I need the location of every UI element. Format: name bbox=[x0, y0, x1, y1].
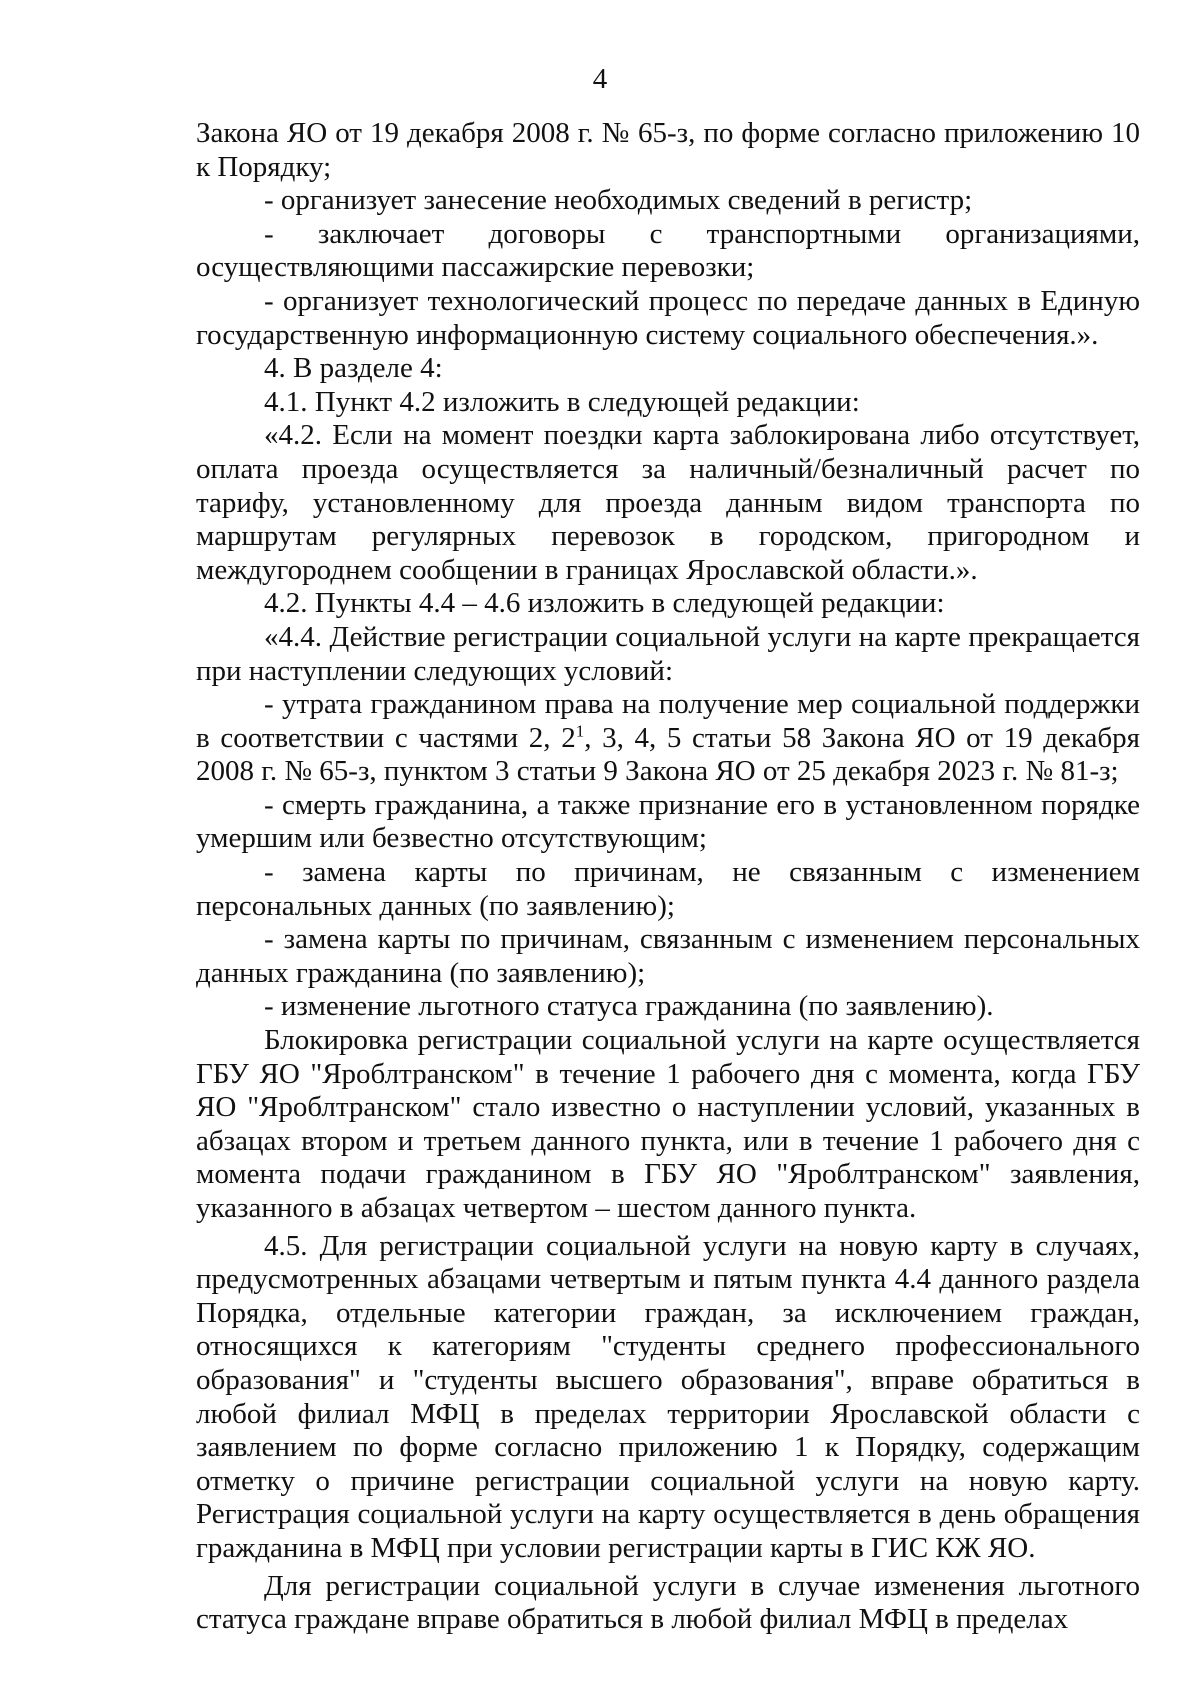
paragraph-list-item: - заключает договоры с транспортными организациями, осуществляющими пассажирские перевозки; bbox=[196, 217, 1140, 284]
text-segment: , 3, 4, 5 статьи 58 Закона ЯО от 19 декабря 2008 г. № 65-з, пунктом 3 статьи 9 Закона ЯО от 25 декабря 2023 г. № 81-з; bbox=[196, 721, 1140, 788]
paragraph-quoted-clause: «4.2. Если на момент поездки карта заблокирована либо отсутствует, оплата проезда осуществляется за наличный/безналичный расчет по тарифу, установленному для проезда данным видом транспорта по маршрутам регулярных перевозок в городском, пригородном и междугороднем сообщении в границах Ярославской области.». bbox=[196, 419, 1140, 586]
paragraph-quoted-clause: «4.4. Действие регистрации социальной услуги на карте прекращается при наступлении следующих условий: bbox=[196, 620, 1140, 687]
paragraph-body: Блокировка регистрации социальной услуги на карте осуществляется ГБУ ЯО "Яроблтранском" в течение 1 рабочего дня с момента, когда ГБУ ЯО "Яроблтранском" стало известно о наступлении условий, указанных в абзацах втором и третьем данного пункта, или в течение 1 рабочего дня с момента подачи гражданином в ГБУ ЯО "Яроблтранском" заявления, указанного в абзацах четвертом – шестом данного пункта. bbox=[196, 1024, 1140, 1224]
paragraph-continuation: Закона ЯО от 19 декабря 2008 г. № 65-з, по форме согласно приложению 10 к Порядку; bbox=[196, 117, 1140, 183]
paragraph-body: Для регистрации социальной услуги в случае изменения льготного статуса граждане вправе обратиться в любой филиал МФЦ в пределах bbox=[196, 1569, 1140, 1636]
document-body bbox=[196, 117, 1140, 1637]
paragraph-section-heading: 4. В разделе 4: bbox=[264, 352, 443, 385]
paragraph-list-item-with-superscript bbox=[196, 688, 1140, 789]
paragraph-clause: 4.1. Пункт 4.2 изложить в следующей редакции: bbox=[264, 385, 860, 418]
text-segment: - утрата гражданином права на получение мер социальной поддержки в соответствии с частями 2, 2 bbox=[196, 688, 1140, 754]
page-number: 4 bbox=[592, 63, 608, 95]
paragraph-clause: 4.2. Пункты 4.4 – 4.6 изложить в следующей редакции: bbox=[264, 587, 945, 620]
paragraph-list-item: - организует занесение необходимых сведений в регистр; bbox=[264, 184, 973, 217]
paragraph-list-item: - изменение льготного статуса гражданина (по заявлению). bbox=[264, 990, 994, 1023]
paragraph-list-item: - смерть гражданина, а также признание его в установленном порядке умершим или безвестно отсутствующим; bbox=[196, 788, 1140, 855]
paragraph-list-item: - замена карты по причинам, не связанным с изменением персональных данных (по заявлению); bbox=[196, 856, 1140, 922]
paragraph-clause: 4.5. Для регистрации социальной услуги на новую карту в случаях, предусмотренных абзацами четвертым и пятым пункта 4.4 данного раздела Порядка, отдельные категории граждан, за исключением граждан, относящихся к категориям "студенты среднего профессионального образования" и "студенты высшего образования", вправе обратиться в любой филиал МФЦ в пределах территории Ярославской области с заявлением по форме согласно приложению 1 к Порядку, содержащим отметку о причине регистрации социальной услуги на новую карту. Регистрация социальной услуги на карту осуществляется в день обращения гражданина в МФЦ при условии регистрации карты в ГИС КЖ ЯО. bbox=[196, 1229, 1140, 1564]
paragraph-list-item: - замена карты по причинам, связанным с изменением персональных данных гражданина (по заявлению); bbox=[196, 923, 1140, 989]
paragraph-list-item: - организует технологический процесс по передаче данных в Единую государственную информационную систему социального обеспечения.». bbox=[196, 284, 1140, 351]
superscript: 1 bbox=[575, 721, 585, 741]
